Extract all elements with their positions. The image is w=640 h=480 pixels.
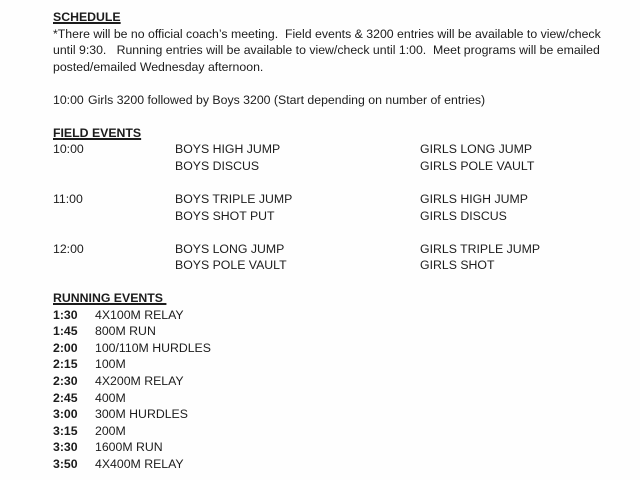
running-event-time: 3:30 — [53, 440, 78, 455]
spacer — [53, 224, 632, 241]
running-event-name: 4X200M RELAY — [95, 374, 184, 389]
field-event-time — [53, 208, 175, 225]
running-event-time: 2:30 — [53, 374, 78, 389]
girls-event: GIRLS HIGH JUMP — [420, 192, 528, 207]
running-event-name: 800M RUN — [95, 324, 156, 339]
field-event-time — [53, 158, 175, 175]
running-event-name: 4X100M RELAY — [95, 307, 184, 322]
running-event-name: 300M HURDLES — [95, 407, 188, 422]
running-event-time: 3:00 — [53, 407, 78, 422]
field-event-row — [53, 191, 632, 208]
intro-paragraph-line: posted/emailed Wednesday afternoon. — [53, 59, 264, 74]
boys-event: BOYS HIGH JUMP — [175, 142, 281, 157]
opening-event-row — [53, 92, 632, 109]
schedule-heading-line — [53, 9, 632, 26]
running-event-row — [53, 439, 632, 456]
running-event-time: 2:00 — [53, 340, 78, 355]
field-event-row — [53, 241, 632, 258]
running-event-time: 1:45 — [53, 324, 78, 339]
girls-event: GIRLS DISCUS — [420, 208, 507, 223]
running-event-row — [53, 323, 632, 340]
opening-event-description: Girls 3200 followed by Boys 3200 (Start depending on number of entries) — [88, 92, 486, 107]
running-event-time: 2:45 — [53, 390, 78, 405]
girls-event: GIRLS POLE VAULT — [420, 158, 535, 173]
field-event-time — [53, 257, 175, 274]
running-events-heading-line — [53, 290, 632, 307]
intro-paragraph-line: *There will be no official coach’s meeting. Field events & 3200 entries will be available to view/check — [53, 26, 601, 41]
field-event-row — [53, 208, 632, 225]
girls-event: GIRLS SHOT — [420, 258, 495, 273]
field-event-time: 10:00 — [53, 142, 84, 157]
running-event-row — [53, 456, 632, 473]
running-event-time: 3:15 — [53, 423, 78, 438]
opening-event-time: 10:00 — [53, 92, 84, 107]
running-event-row — [53, 406, 632, 423]
spacer — [53, 75, 632, 92]
running-events-heading: RUNNING EVENTS — [53, 291, 163, 306]
field-events-heading-line — [53, 125, 632, 142]
spacer — [53, 108, 632, 125]
running-event-name: 200M — [95, 423, 126, 438]
document-body — [53, 9, 632, 472]
running-event-row — [53, 356, 632, 373]
running-event-name: 400M — [95, 390, 126, 405]
running-event-name: 4X400M RELAY — [95, 456, 184, 471]
running-event-row — [53, 340, 632, 357]
field-events-heading: FIELD EVENTS — [53, 125, 142, 140]
running-event-row — [53, 307, 632, 324]
running-event-row — [53, 423, 632, 440]
spacer — [53, 174, 632, 191]
field-event-row — [53, 257, 632, 274]
boys-event: BOYS TRIPLE JUMP — [175, 192, 293, 207]
running-event-name: 1600M RUN — [95, 440, 163, 455]
spacer — [53, 274, 632, 291]
running-event-row — [53, 373, 632, 390]
schedule-heading: SCHEDULE — [53, 10, 121, 24]
running-event-time: 1:30 — [53, 307, 78, 322]
boys-event: BOYS DISCUS — [175, 158, 260, 173]
boys-event: BOYS SHOT PUT — [175, 208, 275, 223]
boys-event: BOYS POLE VAULT — [175, 258, 287, 273]
boys-event: BOYS LONG JUMP — [175, 241, 285, 256]
running-event-name: 100M — [95, 357, 126, 372]
field-event-row — [53, 158, 632, 175]
running-event-time: 3:50 — [53, 456, 78, 471]
field-event-row — [53, 141, 632, 158]
field-event-time: 11:00 — [53, 192, 83, 207]
girls-event: GIRLS TRIPLE JUMP — [420, 241, 541, 256]
running-event-time: 2:15 — [53, 357, 78, 372]
running-event-name: 100/110M HURDLES — [95, 340, 211, 355]
intro-paragraph-line: until 9:30. Running entries will be available to view/check until 1:00. Meet programs will be emailed — [53, 43, 600, 58]
girls-event: GIRLS LONG JUMP — [420, 142, 533, 157]
field-event-time: 12:00 — [53, 241, 84, 256]
running-event-row — [53, 390, 632, 407]
